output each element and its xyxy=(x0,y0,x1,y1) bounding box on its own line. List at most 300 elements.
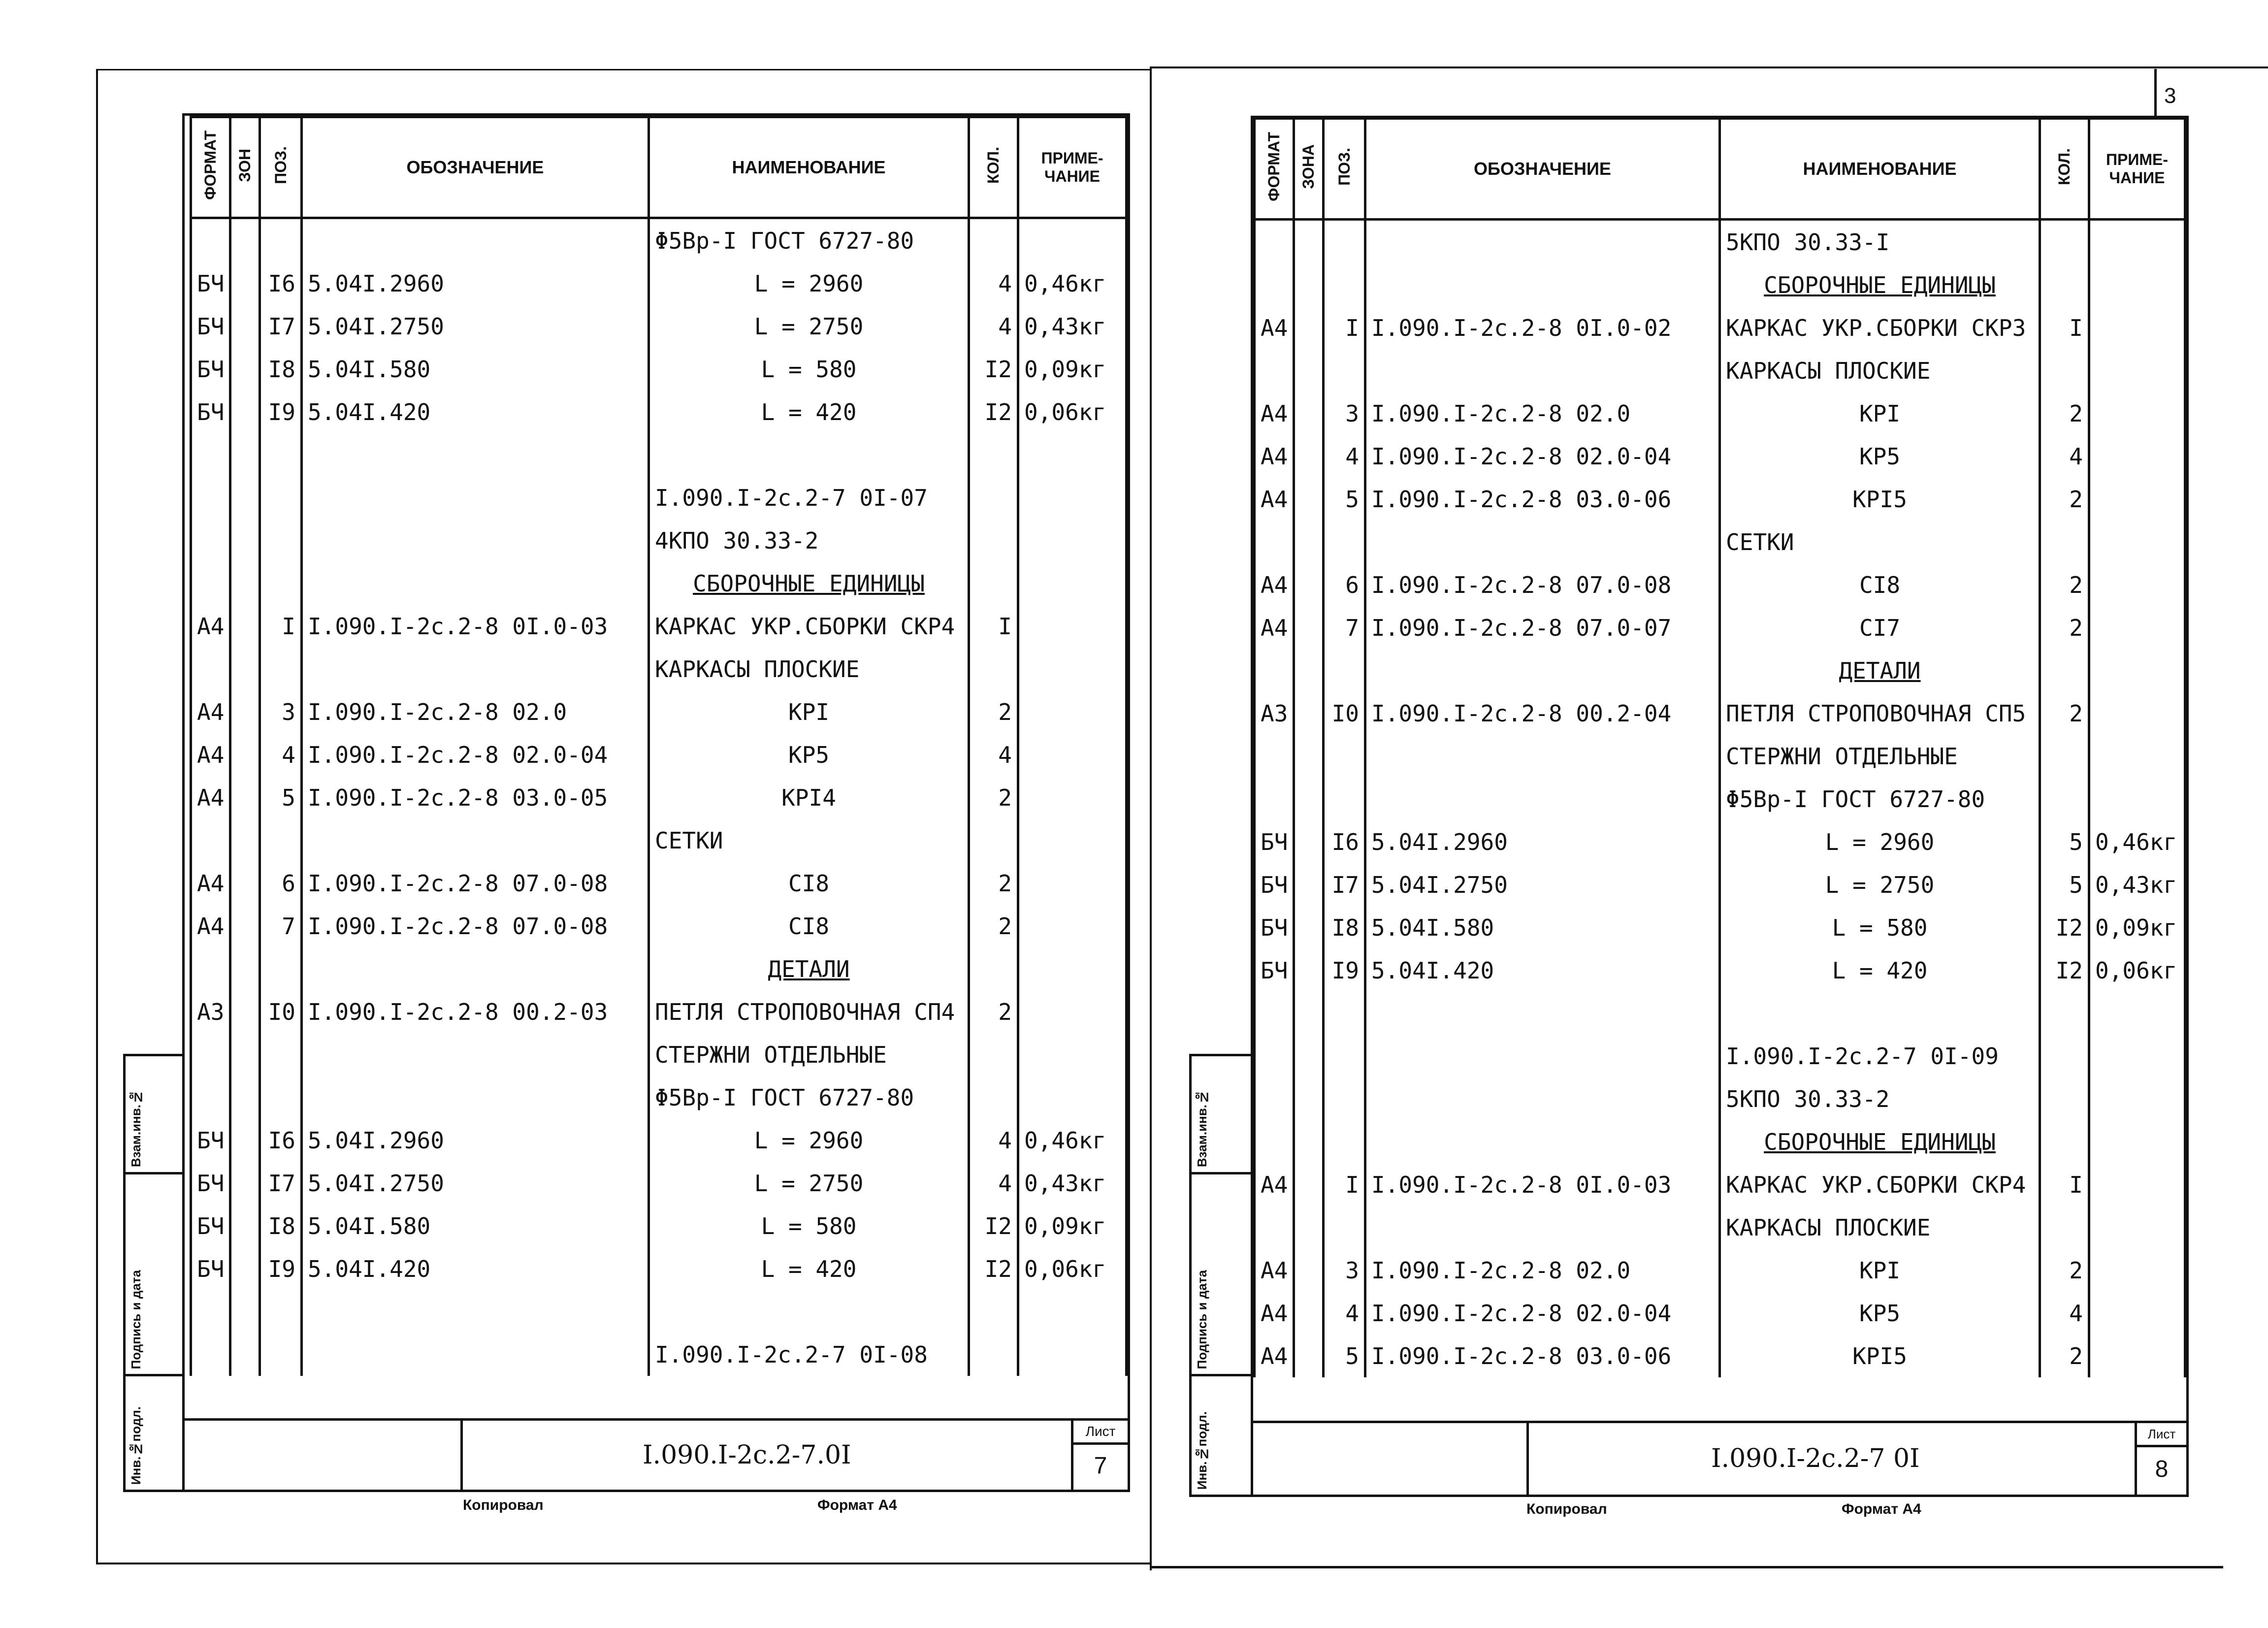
pos-cell xyxy=(1324,992,1365,1035)
note-cell: 0,09кг xyxy=(1018,1205,1127,1247)
col-zone: ЗОН xyxy=(230,117,260,218)
col-format: ФОРМАТ xyxy=(1255,119,1294,220)
table-row xyxy=(191,1076,1127,1119)
table-row xyxy=(1255,478,2185,521)
note-cell xyxy=(2089,1335,2185,1377)
format-cell: А4 xyxy=(1255,1335,1294,1377)
pos-cell: I xyxy=(260,605,302,648)
left-header-row xyxy=(191,117,1127,218)
qty-cell: 2 xyxy=(969,776,1018,819)
designation-cell xyxy=(302,218,649,262)
format-cell: А3 xyxy=(191,990,230,1033)
designation-cell: I.090.I-2с.2-8 0I.0-02 xyxy=(1365,306,1720,349)
table-row xyxy=(191,262,1127,305)
name-cell: L = 2960 xyxy=(1720,820,2040,863)
qty-cell xyxy=(2040,735,2089,778)
table-row xyxy=(191,648,1127,690)
qty-cell: 2 xyxy=(2040,392,2089,435)
designation-cell: I.090.I-2с.2-8 02.0 xyxy=(302,690,649,733)
qty-cell xyxy=(2040,1035,2089,1077)
format-cell xyxy=(191,218,230,262)
format-cell xyxy=(1255,735,1294,778)
note-cell xyxy=(2089,1120,2185,1163)
format-cell xyxy=(1255,1206,1294,1249)
designation-cell xyxy=(302,1290,649,1333)
qty-cell xyxy=(969,947,1018,990)
designation-cell xyxy=(1365,1206,1720,1249)
zone-cell xyxy=(1294,349,1324,392)
note-cell xyxy=(2089,435,2185,478)
designation-cell xyxy=(302,819,649,862)
qty-cell xyxy=(969,1076,1018,1119)
pos-cell: 3 xyxy=(1324,1249,1365,1292)
format-cell: А4 xyxy=(191,733,230,776)
zone-cell xyxy=(230,218,260,262)
designation-cell xyxy=(1365,1120,1720,1163)
note-cell xyxy=(2089,1035,2185,1077)
format-cell: БЧ xyxy=(191,348,230,391)
table-row xyxy=(1255,692,2185,735)
name-cell: L = 580 xyxy=(649,1205,969,1247)
qty-cell xyxy=(2040,649,2089,692)
left-table-body xyxy=(191,218,1127,1376)
qty-cell: 2 xyxy=(2040,478,2089,521)
table-row xyxy=(191,776,1127,819)
format-cell xyxy=(191,947,230,990)
note-cell xyxy=(1018,433,1127,476)
table-row xyxy=(1255,306,2185,349)
zone-cell xyxy=(1294,1163,1324,1206)
note-cell xyxy=(1018,690,1127,733)
name-cell: СТЕРЖНИ ОТДЕЛЬНЫЕ xyxy=(1720,735,2040,778)
designation-cell: 5.04I.2750 xyxy=(1365,863,1720,906)
format-cell xyxy=(1255,992,1294,1035)
designation-cell: I.090.I-2с.2-8 07.0-08 xyxy=(302,862,649,905)
note-cell: 0,06кг xyxy=(1018,391,1127,433)
note-cell xyxy=(1018,1333,1127,1376)
note-cell xyxy=(2089,1249,2185,1292)
zone-cell xyxy=(1294,649,1324,692)
designation-cell: I.090.I-2с.2-8 00.2-04 xyxy=(1365,692,1720,735)
zone-cell xyxy=(1294,435,1324,478)
format-cell xyxy=(1255,1035,1294,1077)
format-cell xyxy=(191,476,230,519)
qty-cell xyxy=(2040,1120,2089,1163)
pos-cell: 7 xyxy=(1324,606,1365,649)
pos-cell: I6 xyxy=(1324,820,1365,863)
qty-cell xyxy=(969,648,1018,690)
qty-cell: I xyxy=(969,605,1018,648)
qty-cell: 4 xyxy=(969,1162,1018,1205)
right-side-cell-inv: Инв.№подл. xyxy=(1189,1374,1253,1497)
note-cell: 0,43кг xyxy=(1018,1162,1127,1205)
pos-cell: 6 xyxy=(260,862,302,905)
qty-cell: I xyxy=(2040,1163,2089,1206)
format-cell xyxy=(191,1290,230,1333)
pos-cell xyxy=(1324,1077,1365,1120)
table-row xyxy=(191,1290,1127,1333)
pos-cell xyxy=(1324,521,1365,563)
designation-cell: 5.04I.2960 xyxy=(1365,820,1720,863)
note-cell xyxy=(1018,476,1127,519)
note-cell xyxy=(2089,735,2185,778)
qty-cell xyxy=(2040,778,2089,820)
zone-cell xyxy=(230,562,260,605)
zone-cell xyxy=(1294,1249,1324,1292)
qty-cell: I2 xyxy=(969,1247,1018,1290)
qty-cell: 5 xyxy=(2040,863,2089,906)
pos-cell xyxy=(260,1333,302,1376)
format-cell: А4 xyxy=(1255,606,1294,649)
name-cell: L = 2960 xyxy=(649,262,969,305)
table-row xyxy=(191,433,1127,476)
pos-cell xyxy=(260,819,302,862)
right-sheet-number: 8 xyxy=(2155,1456,2169,1482)
designation-cell xyxy=(1365,263,1720,306)
pos-cell xyxy=(1324,778,1365,820)
name-cell: КАРКАС УКР.СБОРКИ СКР3 xyxy=(1720,306,2040,349)
name-cell: L = 420 xyxy=(649,391,969,433)
col-note: ПРИМЕ-ЧАНИЕ xyxy=(2089,119,2185,220)
table-row xyxy=(1255,263,2185,306)
name-cell: I.090.I-2с.2-7 0I-07 xyxy=(649,476,969,519)
right-bottom-edge xyxy=(1150,1566,2223,1568)
zone-cell xyxy=(230,1033,260,1076)
table-row xyxy=(1255,820,2185,863)
name-cell: Φ5Вр-I ГОСТ 6727-80 xyxy=(649,218,969,262)
pos-cell: I9 xyxy=(1324,949,1365,992)
designation-cell xyxy=(302,947,649,990)
table-row xyxy=(191,1033,1127,1076)
table-row xyxy=(1255,992,2185,1035)
zone-cell xyxy=(1294,306,1324,349)
name-cell: СI8 xyxy=(649,905,969,947)
designation-cell: 5.04I.420 xyxy=(302,391,649,433)
table-row xyxy=(1255,1292,2185,1335)
name-cell: I.090.I-2с.2-7 0I-08 xyxy=(649,1333,969,1376)
right-doc-code: I.090.I-2с.2-7 0I xyxy=(1711,1444,1920,1473)
zone-cell xyxy=(1294,263,1324,306)
table-row xyxy=(191,819,1127,862)
right-side-cell-replace: Взам.инв.№ xyxy=(1189,1054,1253,1174)
note-cell xyxy=(2089,478,2185,521)
name-cell: КАРКАСЫ ПЛОСКИЕ xyxy=(649,648,969,690)
col-qty: КОЛ. xyxy=(2040,119,2089,220)
name-cell: СБОРОЧНЫЕ ЕДИНИЦЫ xyxy=(1720,1120,2040,1163)
designation-cell xyxy=(1365,992,1720,1035)
right-table-body xyxy=(1255,220,2185,1378)
pos-cell xyxy=(260,218,302,262)
designation-cell: I.090.I-2с.2-8 07.0-08 xyxy=(1365,563,1720,606)
name-cell: СЕТКИ xyxy=(649,819,969,862)
note-cell xyxy=(2089,1292,2185,1335)
table-row xyxy=(1255,649,2185,692)
designation-cell: I.090.I-2с.2-8 02.0-04 xyxy=(1365,1292,1720,1335)
designation-cell: I.090.I-2с.2-8 02.0-04 xyxy=(1365,435,1720,478)
name-cell: L = 2750 xyxy=(649,1162,969,1205)
left-sheet-cell xyxy=(1071,1421,1128,1490)
zone-cell xyxy=(1294,1335,1324,1377)
left-sheet-number: 7 xyxy=(1094,1453,1107,1479)
pos-cell xyxy=(1324,1120,1365,1163)
table-row xyxy=(1255,1163,2185,1206)
qty-cell xyxy=(969,1290,1018,1333)
zone-cell xyxy=(230,690,260,733)
name-cell: СI8 xyxy=(649,862,969,905)
zone-cell xyxy=(1294,521,1324,563)
qty-cell xyxy=(2040,1206,2089,1249)
table-row xyxy=(191,1119,1127,1162)
note-cell: 0,06кг xyxy=(2089,949,2185,992)
qty-cell: I2 xyxy=(969,1205,1018,1247)
zone-cell xyxy=(230,1119,260,1162)
designation-cell: 5.04I.580 xyxy=(1365,906,1720,949)
name-cell: ПЕТЛЯ СТРОПОВОЧНАЯ СП4 xyxy=(649,990,969,1033)
zone-cell xyxy=(1294,392,1324,435)
pos-cell: I0 xyxy=(260,990,302,1033)
pos-cell: I9 xyxy=(260,1247,302,1290)
name-cell: КАРКАСЫ ПЛОСКИЕ xyxy=(1720,1206,2040,1249)
zone-cell xyxy=(230,733,260,776)
name-cell: КАРКАСЫ ПЛОСКИЕ xyxy=(1720,349,2040,392)
designation-cell: 5.04I.580 xyxy=(302,1205,649,1247)
name-cell: ДЕТАЛИ xyxy=(649,947,969,990)
qty-cell: 2 xyxy=(969,905,1018,947)
table-row xyxy=(191,305,1127,348)
zone-cell xyxy=(230,862,260,905)
name-cell: L = 2750 xyxy=(1720,863,2040,906)
col-designation: ОБОЗНАЧЕНИЕ xyxy=(302,117,649,218)
name-cell: ПЕТЛЯ СТРОПОВОЧНАЯ СП5 xyxy=(1720,692,2040,735)
designation-cell xyxy=(302,648,649,690)
designation-cell xyxy=(1365,349,1720,392)
name-cell: L = 420 xyxy=(649,1247,969,1290)
format-cell: БЧ xyxy=(191,305,230,348)
designation-cell xyxy=(1365,521,1720,563)
table-row xyxy=(1255,863,2185,906)
name-cell: КРI xyxy=(1720,392,2040,435)
qty-cell: 4 xyxy=(969,733,1018,776)
zone-cell xyxy=(230,1247,260,1290)
zone-cell xyxy=(1294,820,1324,863)
note-cell xyxy=(2089,392,2185,435)
name-cell: Φ5Вр-I ГОСТ 6727-80 xyxy=(649,1076,969,1119)
qty-cell xyxy=(2040,349,2089,392)
designation-cell: I.090.I-2с.2-8 0I.0-03 xyxy=(1365,1163,1720,1206)
qty-cell: 4 xyxy=(969,1119,1018,1162)
designation-cell: I.090.I-2с.2-8 03.0-05 xyxy=(302,776,649,819)
pos-cell xyxy=(260,433,302,476)
zone-cell xyxy=(1294,1292,1324,1335)
zone-cell xyxy=(1294,478,1324,521)
pos-cell xyxy=(260,1033,302,1076)
name-cell: 5КПО 30.33-I xyxy=(1720,220,2040,264)
table-row xyxy=(191,391,1127,433)
format-cell xyxy=(1255,521,1294,563)
note-cell xyxy=(2089,649,2185,692)
format-cell xyxy=(191,1333,230,1376)
format-cell xyxy=(1255,1077,1294,1120)
note-cell xyxy=(1018,776,1127,819)
format-cell xyxy=(1255,778,1294,820)
qty-cell: I2 xyxy=(969,348,1018,391)
table-row xyxy=(191,690,1127,733)
note-cell xyxy=(1018,648,1127,690)
corner-divider xyxy=(2154,69,2157,116)
right-spec-table xyxy=(1253,117,2186,1377)
zone-cell xyxy=(230,305,260,348)
zone-cell xyxy=(1294,949,1324,992)
table-row xyxy=(191,862,1127,905)
name-cell: L = 2750 xyxy=(649,305,969,348)
format-cell: А4 xyxy=(1255,392,1294,435)
note-cell xyxy=(2089,606,2185,649)
name-cell: КАРКАС УКР.СБОРКИ СКР4 xyxy=(1720,1163,2040,1206)
zone-cell xyxy=(230,990,260,1033)
pos-cell xyxy=(1324,220,1365,264)
table-row xyxy=(191,519,1127,562)
qty-cell xyxy=(969,433,1018,476)
table-row xyxy=(191,562,1127,605)
table-row xyxy=(1255,220,2185,264)
designation-cell: I.090.I-2с.2-8 02.0 xyxy=(1365,392,1720,435)
table-row xyxy=(1255,606,2185,649)
table-row xyxy=(191,218,1127,262)
format-cell xyxy=(191,819,230,862)
format-cell: БЧ xyxy=(191,1247,230,1290)
designation-cell: I.090.I-2с.2-8 00.2-03 xyxy=(302,990,649,1033)
table-row xyxy=(1255,392,2185,435)
pos-cell: I7 xyxy=(260,305,302,348)
note-cell xyxy=(2089,692,2185,735)
col-designation: ОБОЗНАЧЕНИЕ xyxy=(1365,119,1720,220)
pos-cell: I6 xyxy=(260,262,302,305)
format-cell xyxy=(191,648,230,690)
table-row xyxy=(1255,949,2185,992)
designation-cell xyxy=(1365,649,1720,692)
note-cell xyxy=(1018,519,1127,562)
col-name: НАИМЕНОВАНИЕ xyxy=(649,117,969,218)
name-cell: СI7 xyxy=(1720,606,2040,649)
right-footer-format: Формат А4 xyxy=(1842,1501,1921,1517)
designation-cell: I.090.I-2с.2-8 02.0-04 xyxy=(302,733,649,776)
name-cell: L = 580 xyxy=(1720,906,2040,949)
qty-cell xyxy=(969,476,1018,519)
pos-cell: 6 xyxy=(1324,563,1365,606)
left-side-cell-replace: Взам.инв.№ xyxy=(123,1054,185,1174)
qty-cell: 5 xyxy=(2040,820,2089,863)
qty-cell xyxy=(969,819,1018,862)
format-cell: БЧ xyxy=(1255,820,1294,863)
zone-cell xyxy=(230,605,260,648)
col-note: ПРИМЕ-ЧАНИЕ xyxy=(1018,117,1127,218)
name-cell: КРI4 xyxy=(649,776,969,819)
name-cell: 4КПО 30.33-2 xyxy=(649,519,969,562)
zone-cell xyxy=(230,476,260,519)
name-cell: КРI5 xyxy=(1720,1335,2040,1377)
note-cell xyxy=(1018,1033,1127,1076)
note-cell: 0,09кг xyxy=(2089,906,2185,949)
note-cell xyxy=(1018,819,1127,862)
pos-cell: I8 xyxy=(1324,906,1365,949)
pos-cell: 4 xyxy=(260,733,302,776)
name-cell xyxy=(649,433,969,476)
note-cell xyxy=(2089,263,2185,306)
zone-cell xyxy=(1294,735,1324,778)
pos-cell xyxy=(260,562,302,605)
format-cell xyxy=(191,519,230,562)
zone-cell xyxy=(230,648,260,690)
zone-cell xyxy=(1294,1077,1324,1120)
designation-cell: I.090.I-2с.2-8 07.0-07 xyxy=(1365,606,1720,649)
table-row xyxy=(1255,521,2185,563)
name-cell: КАРКАС УКР.СБОРКИ СКР4 xyxy=(649,605,969,648)
name-cell: 5КПО 30.33-2 xyxy=(1720,1077,2040,1120)
designation-cell: I.090.I-2с.2-8 02.0 xyxy=(1365,1249,1720,1292)
note-cell xyxy=(2089,992,2185,1035)
pos-cell xyxy=(1324,649,1365,692)
col-pos: ПОЗ. xyxy=(1324,119,1365,220)
format-cell: А4 xyxy=(1255,563,1294,606)
note-cell: 0,09кг xyxy=(1018,348,1127,391)
right-sheet-cell xyxy=(2135,1423,2186,1495)
pos-cell xyxy=(1324,1035,1365,1077)
note-cell: 0,43кг xyxy=(2089,863,2185,906)
qty-cell: I2 xyxy=(969,391,1018,433)
table-row xyxy=(1255,906,2185,949)
right-header-row xyxy=(1255,119,2185,220)
designation-cell: I.090.I-2с.2-8 03.0-06 xyxy=(1365,1335,1720,1377)
name-cell: ДЕТАЛИ xyxy=(1720,649,2040,692)
pos-cell xyxy=(1324,1206,1365,1249)
qty-cell xyxy=(969,1333,1018,1376)
pos-cell: 5 xyxy=(1324,478,1365,521)
name-cell: L = 420 xyxy=(1720,949,2040,992)
qty-cell: 4 xyxy=(969,262,1018,305)
format-cell xyxy=(1255,349,1294,392)
designation-cell xyxy=(302,1333,649,1376)
format-cell: БЧ xyxy=(1255,863,1294,906)
qty-cell xyxy=(2040,521,2089,563)
table-row xyxy=(1255,1120,2185,1163)
format-cell: А3 xyxy=(1255,692,1294,735)
qty-cell: 4 xyxy=(2040,1292,2089,1335)
table-row xyxy=(191,605,1127,648)
format-cell xyxy=(191,562,230,605)
left-sheet-label: Лист xyxy=(1073,1421,1128,1445)
left-title-block xyxy=(182,1418,1130,1492)
format-cell: БЧ xyxy=(191,1205,230,1247)
right-corner-number: 3 xyxy=(2164,84,2176,108)
pos-cell: I9 xyxy=(260,391,302,433)
format-cell xyxy=(1255,1120,1294,1163)
designation-cell xyxy=(1365,778,1720,820)
qty-cell: 2 xyxy=(2040,692,2089,735)
name-cell: КР5 xyxy=(1720,1292,2040,1335)
format-cell: БЧ xyxy=(191,1119,230,1162)
qty-cell: 2 xyxy=(969,990,1018,1033)
name-cell xyxy=(1720,992,2040,1035)
name-cell xyxy=(649,1290,969,1333)
format-cell xyxy=(1255,263,1294,306)
pos-cell xyxy=(260,1076,302,1119)
designation-cell: I.090.I-2с.2-8 03.0-06 xyxy=(1365,478,1720,521)
zone-cell xyxy=(1294,778,1324,820)
zone-cell xyxy=(1294,692,1324,735)
zone-cell xyxy=(230,262,260,305)
name-cell: КР5 xyxy=(1720,435,2040,478)
zone-cell xyxy=(230,1076,260,1119)
